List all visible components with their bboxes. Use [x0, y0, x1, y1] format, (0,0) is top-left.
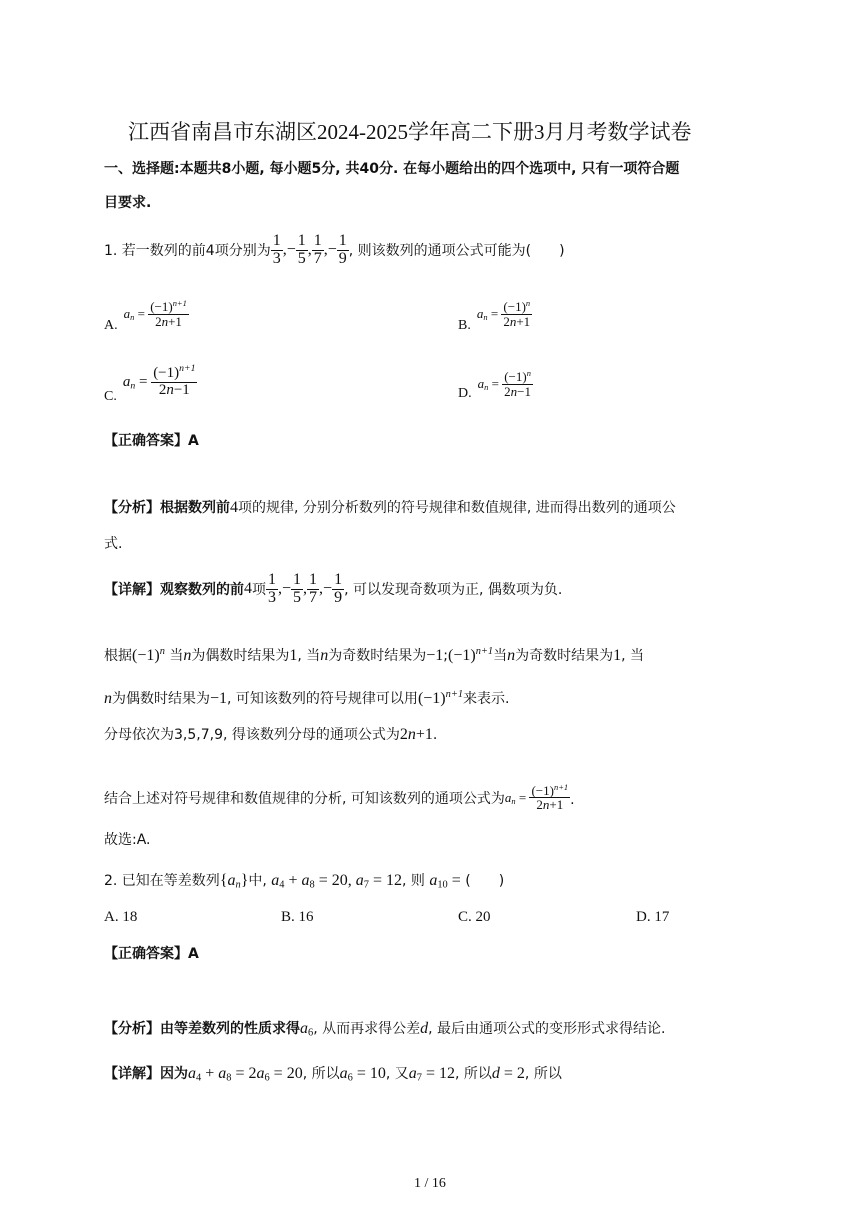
- section-header-line1: 一、选择题:本题共8小题, 每小题5分, 共40分. 在每小题给出的四个选项中, 只有一项符合题: [104, 161, 680, 177]
- q2-option-a: A. 18: [104, 909, 138, 925]
- q1-sign-rule-line2: n为偶数时结果为−1, 可知该数列的符号规律可以用$(-1)^{n+1}$来表示.: [104, 688, 510, 707]
- q1-sequence-formula: $\frac{1}{3}$ ,− $\frac{1}{5}$ , $\frac{1}{7}$ ,− $\frac{1}{9}$: [272, 231, 347, 267]
- q1-detail: 【详解】观察数列的前 4 项 $\frac{1}{3}$ ,− $\frac{1}{5}$ , $\frac{1}{7}$ ,− $\frac{1}{9}$ , 可以发现奇数项为正, 偶数项为负.: [104, 570, 563, 606]
- q1-detail-sequence-formula: $\frac{1}{3}$ ,− $\frac{1}{5}$ , $\frac{1}{7}$ ,− $\frac{1}{9}$: [268, 570, 343, 606]
- q1-conclusion: 结合上述对符号规律和数值规律的分析, 可知该数列的通项公式为 $a_n$ = $\frac{(-1)^{n+1}}{2n+1}$ .: [104, 781, 575, 813]
- q1-sign-rule-line1: 根据$(-1)^n$ 当n为偶数时结果为1, 当n为奇数时结果为$-1;(-1)^{n+1}$当n为奇数时结果为1, 当: [104, 645, 644, 664]
- page-title: 江西省南昌市东湖区2024-2025学年高二下册3月月考数学试卷: [128, 120, 692, 144]
- q1-option-c: C. $a_n$ = $\frac{(-1)^{n+1}}{2n-1}$: [104, 363, 196, 404]
- q2-detail: 【详解】因为$a_4 + a_8 = 2a_6 = 20$, 所以$a_6 = 10$, 又$a_7 = 12$, 所以d = 2, 所以: [104, 1065, 562, 1084]
- q1-option-d-formula: $a_n$ = $\frac{(-1)^n}{2n-1}$: [477, 367, 531, 399]
- q1-choice: 故选:A.: [104, 832, 151, 848]
- q1-analysis-line2: 式.: [104, 536, 123, 552]
- q2-answer: 【正确答案】A: [104, 946, 199, 962]
- q1-stem-suffix: , 则该数列的通项公式可能为( ): [348, 243, 565, 259]
- q2-stem: 2. 已知在等差数列$\{a_n\}$中, $a_4 + a_8 = 20$, $a_7 = 12$, 则 $a_{10}$ = ( ): [104, 872, 505, 891]
- q1-analysis: 【分析】根据数列前4项的规律, 分别分析数列的符号规律和数值规律, 进而得出数列的通项公: [104, 499, 676, 516]
- q1-denominator: 分母依次为3,5,7,9, 得该数列分母的通项公式为2n+1.: [104, 726, 438, 743]
- q1-stem-prefix: 1. 若一数列的前4项分别为: [104, 243, 271, 259]
- q2-analysis: 【分析】由等差数列的性质求得$a_6$, 从而再求得公差d, 最后由通项公式的变形形式求得结论.: [104, 1020, 666, 1039]
- section-header-line2: 目要求.: [104, 195, 152, 211]
- q2-option-b: B. 16: [281, 909, 314, 925]
- q1-answer: 【正确答案】A: [104, 433, 199, 449]
- q1-option-a-formula: $a_n$ = $\frac{(-1)^{n+1}}{2n+1}$: [123, 297, 187, 329]
- page-number: 1 / 16: [414, 1176, 446, 1191]
- q1-option-c-formula: $a_n$ = $\frac{(-1)^{n+1}}{2n-1}$: [122, 363, 196, 398]
- q1-option-d: D. $a_n$ = $\frac{(-1)^n}{2n-1}$: [458, 367, 531, 402]
- q2-option-c: C. 20: [458, 909, 491, 925]
- q1-stem: [104, 228, 565, 272]
- q1-option-b-formula: $a_n$ = $\frac{(-1)^n}{2n+1}$: [476, 297, 531, 329]
- q1-option-b: B. $a_n$ = $\frac{(-1)^n}{2n+1}$: [458, 297, 531, 334]
- q1-option-a: A. $a_n$ = $\frac{(-1)^{n+1}}{2n+1}$: [104, 297, 187, 334]
- q1-conclusion-formula: $a_n$ = $\frac{(-1)^{n+1}}{2n+1}$: [504, 781, 569, 813]
- q2-option-d: D. 17: [636, 909, 670, 925]
